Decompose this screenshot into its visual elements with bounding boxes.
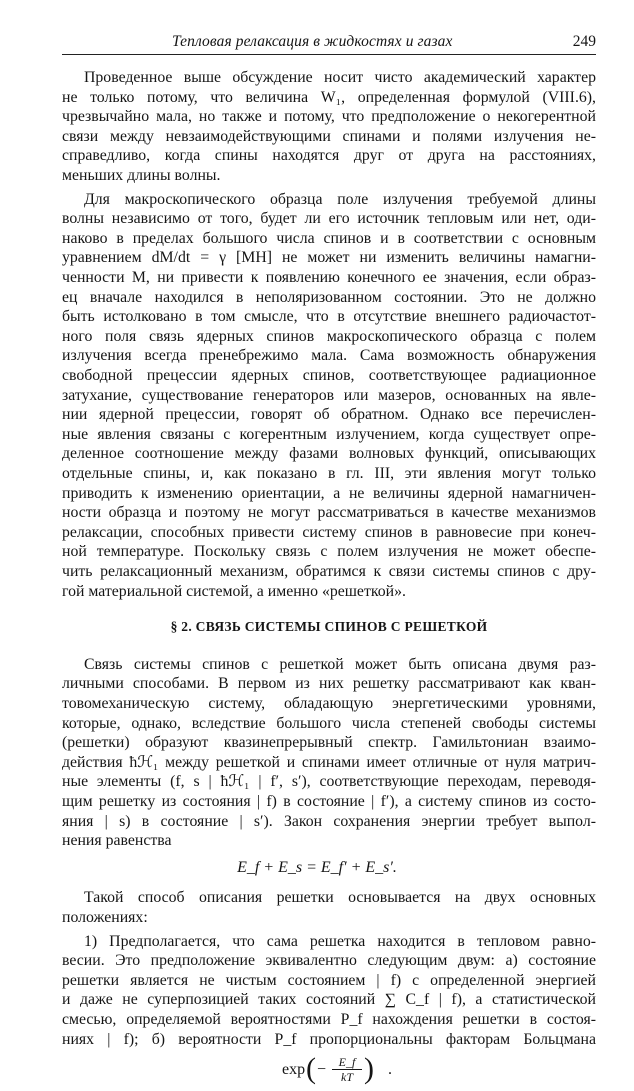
paragraph-5-line: ниях | f); б) вероятности P_f пропорциональны факторам Больцмана [62, 1030, 596, 1048]
paragraph-5-line: весии. Это предположение эквивалентно следующим двум: а) состояние [62, 952, 596, 970]
paragraph-1-line: не только потому, что величина W₁, определенная формулой (VIII.6), [62, 88, 596, 106]
paragraph-3-line: которые, однако, вследствие большого числа степеней свободы системы [62, 714, 596, 732]
paragraph-4-line: Такой способ описания решетки основывается на двух основных [84, 889, 596, 907]
paragraph-2-line: свободной прецессии ядерных спинов, соответствующее радиационное [62, 367, 596, 384]
paragraph-2-line: ности образца и поэтому не могут рассматриваться в качестве механизмов [62, 504, 596, 522]
fraction-numerator: E_f [332, 1055, 362, 1070]
section-heading: § 2. СВЯЗЬ СИСТЕМЫ СПИНОВ С РЕШЕТКОЙ [170, 619, 488, 635]
paragraph-2-line: ной температуре. Поскольку связь с полем излучения не может обеспе- [62, 543, 596, 561]
paragraph-2-line: быть истолковано в том смысле, что в отсутствие внешнего радиочастот- [62, 308, 596, 326]
paragraph-5-line: смесью, определяемой вероятностями P_f нахождения решетки в состоя- [62, 1011, 596, 1028]
paragraph-1-line: чрезвычайно мала, но также и потому, что предположение о некогерентной [62, 108, 596, 126]
paragraph-3-line: ные элементы (f, s | ħℋ₁ | f′, s′), соответствующие переходам, переводя- [62, 773, 596, 791]
paragraph-2-line: гой материальной системой, а именно «решеткой». [62, 582, 406, 600]
fraction [332, 1055, 362, 1084]
paragraph-5-line: 1) Предполагается, что сама решетка находится в тепловом равно- [84, 932, 596, 950]
paragraph-2-line: отдельные спины, и, как показано в гл. III, эти явления могут только [62, 465, 596, 482]
paragraph-1-line: Проведенное выше обсуждение носит чисто академический характер [84, 69, 596, 86]
paragraph-3-line: личными способами. В первом из них решетку рассматривают как кван- [62, 675, 596, 693]
paragraph-2-line: чить релаксационный механизм, обратимся к связи системы спинов с дру- [62, 563, 596, 580]
paragraph-2-line: деленное соотношение между фазами волновых функций, описывающих [62, 445, 596, 463]
fraction-denominator: kT [341, 1070, 353, 1085]
paragraph-2-line: затухание, существование генераторов или мазеров, основанных на явле- [62, 386, 596, 404]
paragraph-3-line: действия ħℋ₁ между решеткой и спинами имеет отличные от нуля матрич- [62, 753, 596, 771]
paragraph-2-line: ченности M, ни привести к появлению конечного ее значения, если образ- [62, 269, 596, 286]
paragraph-2-line: релаксации, способных привести систему спинов в равновесие при конеч- [62, 523, 596, 541]
paragraph-2-line: наково в пределах большого числа спинов и в соответствии с основным [62, 229, 596, 247]
left-paren: ( [306, 1052, 316, 1086]
period: . [388, 1061, 392, 1079]
paragraph-3-line: Связь системы спинов с решеткой может быть описана двумя раз- [84, 655, 596, 673]
paragraph-2-line: ные явления связаны с когерентным излучением, когда существует опре- [62, 425, 596, 443]
paragraph-2-line: излучения всегда пренебрежимо мала. Сама возможность обнаружения [62, 347, 596, 365]
paragraph-2-line: нии ядерной прецессии, говорят об обратном. Однако все перечислен- [62, 406, 596, 424]
page-number: 249 [572, 33, 596, 50]
paragraph-5-line: и даже не суперпозицией таких состояний ∑ C_f | f), а статистической [62, 991, 596, 1009]
paragraph-1-line: меньших длины волны. [62, 167, 221, 184]
paragraph-2-line: приводить к изменению ориентации, а не величины ядерной намагничен- [62, 484, 596, 502]
paragraph-3-line: нения равенства [62, 832, 172, 850]
paragraph-3-line: щим решетку из состояния | f) в состояние | f′), а систему спинов из состо- [62, 793, 596, 810]
paragraph-2-line: волны независимо от того, будет ли его источник тепловым или нет, оди- [62, 210, 596, 228]
running-title: Тепловая релаксация в жидкостях и газах [172, 33, 453, 50]
paragraph-2-line: ного поля связь ядерных спинов макроскопического образца с полем [62, 327, 596, 345]
paragraph-3-line: яния | s) в состояние | s′). Закон сохранения энергии требует выпол- [62, 812, 596, 830]
paragraph-3-line: товомеханическую систему, обладающую энергетическими уровнями, [62, 695, 596, 712]
right-paren: ) [364, 1052, 374, 1086]
paragraph-4-line: положениях: [62, 909, 148, 926]
paragraph-2-line: ец вначале находился в неполяризованном состоянии. Это не должно [62, 288, 596, 306]
minus-sign: − [317, 1061, 327, 1079]
exp-function: exp [282, 1061, 306, 1079]
paragraph-2-line: уравнением dM/dt = γ [MH] не может ни изменить величины намагни- [62, 249, 596, 267]
paragraph-1-line: справедливо, когда спины находятся друг от друга на расстояниях, [62, 147, 596, 165]
paragraph-2-line: Для макроскопического образца поле излучения требуемой длины [84, 190, 596, 208]
paragraph-5-line: решетки является не чистым состоянием | f) с определенной энергией [62, 971, 596, 989]
paragraph-3-line: (решетки) образуют квазинепрерывный спектр. Гамильтониан взаимо- [62, 734, 596, 752]
paragraph-1-line: связи между невзаимодействующими спинами и полями излучения не- [62, 127, 596, 145]
energy-conservation-equation: E_f + E_s = E_f′ + E_s′. [237, 858, 397, 876]
